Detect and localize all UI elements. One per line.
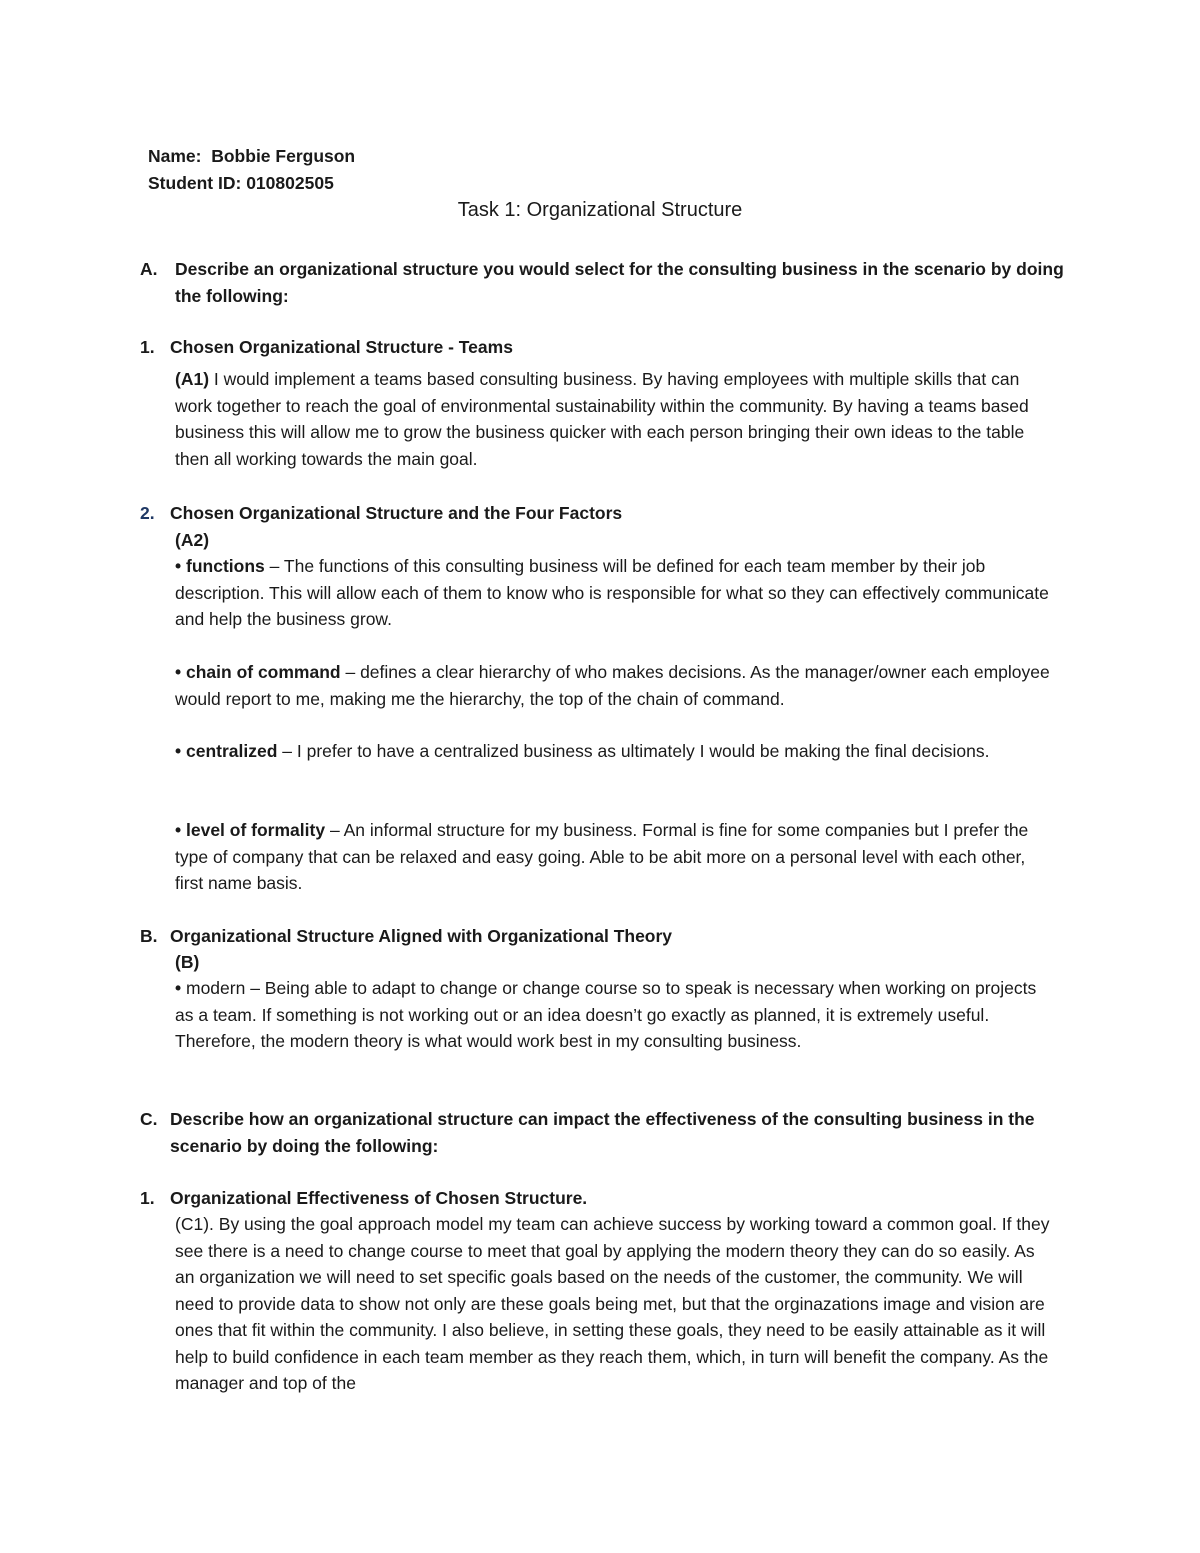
a2-bullet-functions	[175, 553, 1055, 633]
a1-tag: (A1)	[175, 369, 210, 389]
bullet-glyph: •	[175, 978, 186, 998]
bullet-text: – An informal structure for my business. Formal is fine for some companies but I prefer the type of company that can be relaxed and easy going. Able to be abit more on a personal level with each other, first name basis.	[175, 820, 1029, 893]
bullet-term: functions	[186, 556, 265, 576]
c1-marker: 1.	[140, 1188, 155, 1208]
bullet-glyph: •	[175, 556, 186, 576]
section-b-marker: B.	[140, 926, 158, 946]
a2-tag: (A2)	[175, 530, 210, 550]
section-b-tag: (B)	[175, 952, 200, 972]
c1-tag: (C1).	[175, 1214, 214, 1234]
a1-paragraph	[175, 366, 1055, 472]
section-c-marker: C.	[140, 1109, 158, 1129]
a1-text: I would implement a teams based consulting business. By having employees with multiple skills that can work together to reach the goal of environmental sustainability within the community. By having a teams based business this will allow me to grow the business quicker with each person bringing their own ideas to the table then all working towards the main goal.	[175, 369, 1029, 469]
section-b-heading: Organizational Structure Aligned with Organizational Theory	[170, 926, 673, 946]
bullet-glyph: •	[175, 820, 186, 840]
section-a-heading: Describe an organizational structure you would select for the consulting business in the scenario by doing the following:	[175, 259, 1064, 306]
bullet-glyph: •	[175, 741, 186, 761]
c1-paragraph	[175, 1211, 1055, 1397]
student-id-value: 010802505	[246, 173, 334, 193]
a1-heading: Chosen Organizational Structure - Teams	[170, 337, 513, 357]
name-line	[148, 143, 355, 170]
c1-heading: Organizational Effectiveness of Chosen Structure.	[170, 1188, 588, 1208]
bullet-text: – defines a clear hierarchy of who makes decisions. As the manager/owner each employee would report to me, making me the hierarchy, the top of the chain of command.	[175, 662, 1050, 709]
c1-text: By using the goal approach model my team can achieve success by working toward a common goal. If they see there is a need to change course to meet that goal by applying the modern theory they can do so easily. As an organization we will need to set specific goals based on the needs of the customer, the community. We will need to provide data to show not only are these goals being met, but that the orginazations image and vision are ones that fit within the community. I also believe, in setting these goals, they need to be easily attainable as it will help to build confidence in each team member as they reach them, which, in turn will benefit the company. As the manager and top of the	[175, 1214, 1050, 1393]
bullet-term: chain of command	[186, 662, 341, 682]
a2-bullet-level-of-formality	[175, 817, 1055, 897]
bullet-text: – Being able to adapt to change or change course so to speak is necessary when working on projects as a team. If something is not working out or an idea doesn’t go exactly as planned, it is extremely useful. Therefore, the modern theory is what would work best in my consulting business.	[175, 978, 1037, 1051]
bullet-term: level of formality	[186, 820, 326, 840]
name-label: Name:	[148, 146, 202, 166]
student-id-label: Student ID:	[148, 173, 242, 193]
bullet-text: – I prefer to have a centralized business as ultimately I would be making the final decisions.	[277, 741, 990, 761]
bullet-term: centralized	[186, 741, 278, 761]
a1-marker: 1.	[140, 337, 155, 357]
page-title: Task 1: Organizational Structure	[457, 199, 743, 221]
bullet-glyph: •	[175, 662, 186, 682]
student-id-line	[148, 170, 334, 197]
bullet-text: – The functions of this consulting business will be defined for each team member by their job description. This will allow each of them to know who is responsible for what so they can effectively communicate and help the business grow.	[175, 556, 1049, 629]
section-c-heading: Describe how an organizational structure can impact the effectiveness of the consulting business in the scenario by doing the following:	[170, 1109, 1035, 1156]
bullet-term: modern	[186, 978, 246, 998]
a2-bullet-centralized	[175, 738, 1055, 765]
section-b-bullet-modern	[175, 975, 1055, 1055]
a2-bullet-chain-of-command	[175, 659, 1055, 712]
name-value: Bobbie Ferguson	[211, 146, 356, 166]
a2-marker: 2.	[140, 503, 155, 523]
section-a-marker: A.	[140, 259, 158, 279]
a2-heading: Chosen Organizational Structure and the Four Factors	[170, 503, 623, 523]
